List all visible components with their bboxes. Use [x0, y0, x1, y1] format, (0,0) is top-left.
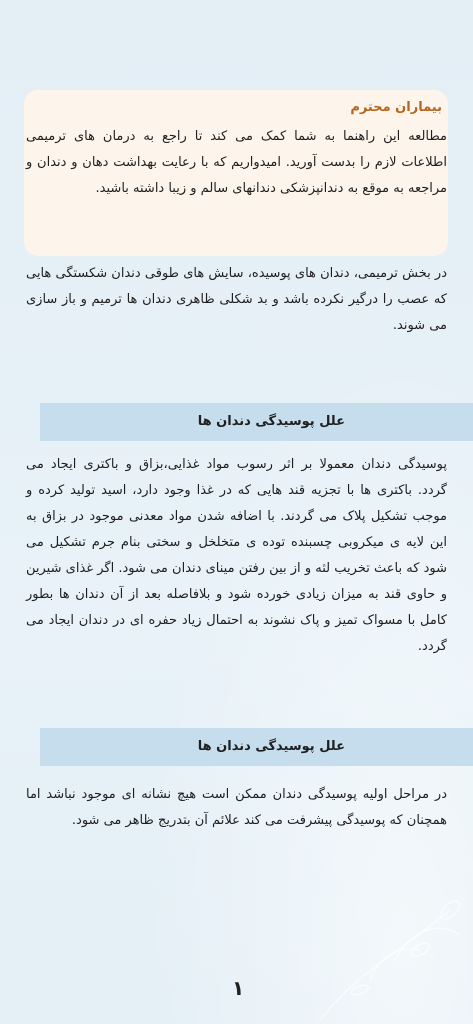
section-heading-causes — [40, 403, 473, 441]
section-heading-text: علل پوسیدگی دندان ها — [197, 414, 345, 429]
notice-body: مطالعه این راهنما به شما کمک می کند تا راجع به درمان های ترمیمی اطلاعات لازم را بدست آورید. امیدواریم که با رعایت بهداشت دهان و دندان و مراجعه به موقع به دندانپزشکی دندانهای سالم و زیبا داشته باشید. — [26, 129, 447, 196]
section-heading-symptoms — [40, 728, 473, 766]
intro-paragraph: در بخش ترمیمی، دندان های پوسیده، سایش های طوقی دندان شکستگی هایی که عصب را درگیر نکرده باشد و بد شکلی ظاهری دندان ها ترمیم و باز سازی می شوند. — [26, 266, 447, 333]
notice-title: بیماران محترم — [350, 100, 442, 115]
section-body-symptoms: در مراحل اولیه پوسیدگی دندان ممکن است هیچ نشانه ای موجود نباشد اما همچنان که پوسیدگی پیشرفت می کند علائم آن بتدریج ظاهر می شود. — [26, 787, 447, 828]
section-heading-text: علل پوسیدگی دندان ها — [197, 739, 345, 754]
floral-decoration — [300, 850, 473, 1024]
page-number: ۱ — [232, 976, 245, 1000]
section-body-causes: پوسیدگی دندان معمولا بر اثر رسوب مواد غذایی،بزاق و باکتری ایجاد می گردد. باکتری ها با تجزیه قند هایی که در غذا وجود دارد، اسید تولید کرده و موجب تشکیل پلاک می گردند. با اضافه شدن مواد معدنی موجود در بزاق به این لایه ی میکروبی چسبنده توده ی متخلخل و سختی بنام جرم تشکیل می شود که باعث تخریب لثه و از بین رفتن مینای دندان می شود. اگر غذای شیرین و حاوی قند به میزان زیادی خورده شود و بلافاصله بعد از آن دندان ها بطور کامل با مسواک تمیز و پاک نشوند به احتمال زیاد حفره ای در دندان ایجاد می گردد. — [26, 457, 447, 654]
